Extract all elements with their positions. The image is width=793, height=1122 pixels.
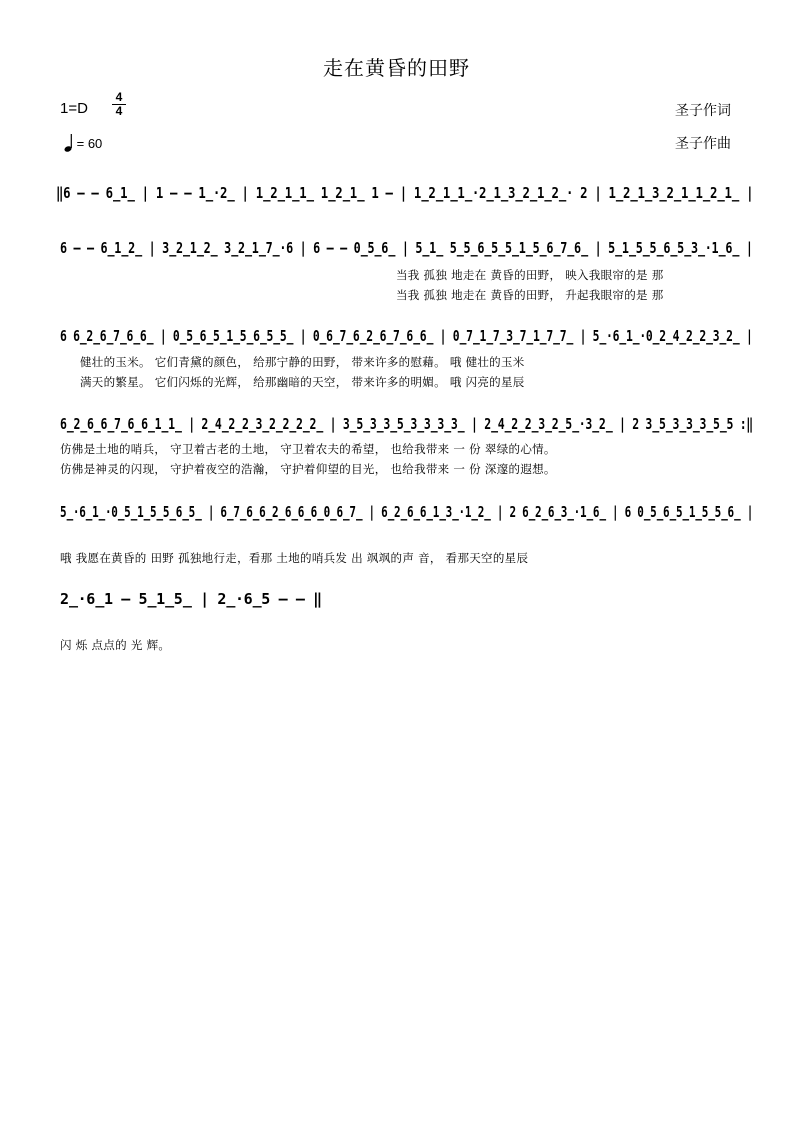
lyric-line-2-verse-2: 当我 孤独 地走在 黄昏的田野， 升起我眼帘的是 那 [396, 288, 664, 302]
notation-line-2: 6 – – 6̲1̲2̲ | 3̲2̲1̲2̲ 3̲2̲1̲7̲·6 | 6 – – 0̲5̲6̲ | 5̲1̲ 5̲5̲6̲5̲5̲1̲5̲6̲7̲6̲ | 5̲1̲5̲5̲6̲5̲3̲·1̲6̲ | [60, 239, 753, 257]
lyric-line-3-verse-1: 健壮的玉米。 它们青黛的颜色， 给那宁静的田野， 带来许多的慰藉。 哦 健壮的玉米 [80, 355, 525, 369]
tempo-value: = 60 [76, 135, 103, 151]
lyric-line-6: 闪 烁 点点的 光 辉。 [60, 638, 171, 652]
song-title: 走在黄昏的田野 [323, 56, 470, 80]
composer-credit: 圣子作曲 [675, 136, 731, 152]
tempo-marking [64, 133, 102, 156]
lyricist-credit: 圣子作词 [675, 103, 731, 119]
lyric-line-3-verse-2: 满天的繁星。 它们闪烁的光辉， 给那幽暗的天空， 带来许多的明媚。 哦 闪亮的星辰 [80, 375, 525, 389]
lyric-line-2-verse-1: 当我 孤独 地走在 黄昏的田野， 映入我眼帘的是 那 [396, 268, 664, 282]
key-signature: 1=D [60, 100, 88, 117]
quarter-note-icon [64, 133, 73, 156]
time-signature-top: 4 [115, 90, 123, 104]
lyric-line-5: 哦 我愿在黄昏的 田野 孤独地行走，看那 土地的哨兵发 出 飒飒的声 音， 看那天空的星辰 [60, 551, 529, 565]
time-signature [112, 91, 126, 118]
lyric-line-4-verse-2: 仿佛是神灵的闪现， 守护着夜空的浩瀚， 守护着仰望的目光， 也给我带来 一 份 深邃的遐想。 [60, 462, 556, 476]
notation-line-1: ‖6 – – 6̲1̲ | 1 – – 1̲·2̲ | 1̲2̲1̲1̲ 1̲2̲1̲ 1 – | 1̲2̲1̲1̲·2̲1̲3̲2̲1̲2̲· 2 | 1̲2̲1̲3̲2̲1̲1̲2̲1̲ | [56, 184, 754, 202]
notation-line-5: 5̲·6̲1̲·0̲5̲1̲5̲5̲6̲5̲ | 6̲7̲6̲6̲2̲6̲6̲6̲0̲6̲7̲ | 6̲2̲6̲6̲1̲3̲·1̲2̲ | 2 6̲2̲6̲3̲·1̲6̲ | 6 0̲5̲6̲5̲1̲5̲5̲6̲ | [60, 503, 754, 521]
notation-line-4: 6̲2̲6̲6̲7̲6̲6̲1̲1̲ | 2̲4̲2̲2̲3̲2̲2̲2̲2̲ | 3̲5̲3̲3̲5̲3̲3̲3̲3̲ | 2̲4̲2̲2̲3̲2̲5̲·3̲2̲ | 2 3̲5̲3̲3̲3̲5̲5 :‖ [60, 415, 753, 433]
notation-line-3: 6 6̲2̲6̲7̲6̲6̲ | 0̲5̲6̲5̲1̲5̲6̲5̲5̲ | 0̲6̲7̲6̲2̲6̲7̲6̲6̲ | 0̲7̲1̲7̲3̲7̲1̲7̲7̲ | 5̲·6̲1̲·0̲2̲4̲2̲2̲3̲2̲ | [60, 327, 753, 345]
notation-line-6: 2̲·6̲1 – 5̲1̲5̲ | 2̲·6̲5 – – ‖ [60, 590, 322, 608]
lyric-line-4-verse-1: 仿佛是土地的哨兵， 守卫着古老的土地， 守卫着农夫的希望， 也给我带来 一 份 翠绿的心情。 [60, 442, 556, 456]
time-signature-bottom: 4 [112, 104, 126, 118]
